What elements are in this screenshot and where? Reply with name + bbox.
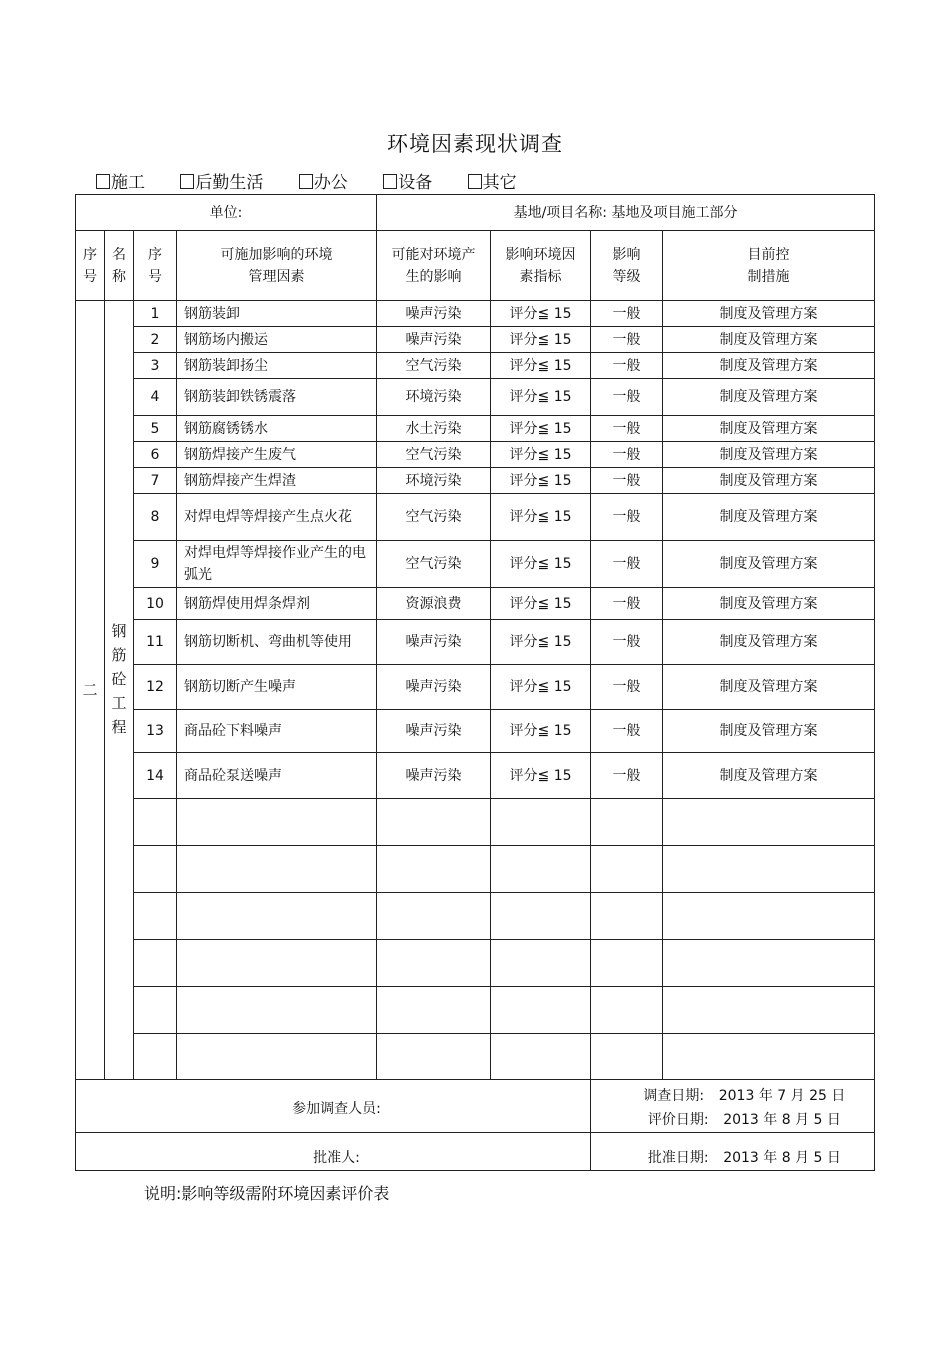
row-factor bbox=[177, 846, 377, 893]
row-number: 6 bbox=[134, 442, 177, 468]
unit-cell: 单位: bbox=[76, 195, 377, 231]
row-number bbox=[134, 799, 177, 846]
category-logistics[interactable]: 后勤生活 bbox=[180, 168, 263, 193]
row-indicator bbox=[491, 1034, 591, 1080]
row-level: 一般 bbox=[591, 753, 663, 799]
row-factor: 对焊电焊等焊接产生点火花 bbox=[177, 494, 377, 541]
row-control bbox=[663, 987, 875, 1034]
row-control bbox=[663, 1034, 875, 1080]
row-factor: 对焊电焊等焊接作业产生的电弧光 bbox=[177, 541, 377, 588]
row-control bbox=[663, 893, 875, 940]
row-control: 制度及管理方案 bbox=[663, 620, 875, 665]
row-impact: 资源浪费 bbox=[377, 588, 491, 620]
table-row bbox=[76, 620, 875, 665]
row-number: 1 bbox=[134, 301, 177, 327]
row-impact: 噪声污染 bbox=[377, 710, 491, 753]
table-row bbox=[76, 710, 875, 753]
header-item-seq: 序号 bbox=[134, 231, 177, 301]
row-number bbox=[134, 893, 177, 940]
row-indicator: 评分≦ 15 bbox=[491, 620, 591, 665]
row-level: 一般 bbox=[591, 379, 663, 416]
row-number bbox=[134, 846, 177, 893]
row-level bbox=[591, 1034, 663, 1080]
row-control bbox=[663, 846, 875, 893]
row-indicator: 评分≦ 15 bbox=[491, 494, 591, 541]
table-row bbox=[76, 416, 875, 442]
row-impact bbox=[377, 1034, 491, 1080]
row-indicator: 评分≦ 15 bbox=[491, 379, 591, 416]
table-row bbox=[76, 940, 875, 987]
checkbox-icon[interactable] bbox=[299, 174, 313, 189]
row-factor: 钢筋焊接产生废气 bbox=[177, 442, 377, 468]
row-control: 制度及管理方案 bbox=[663, 494, 875, 541]
row-control: 制度及管理方案 bbox=[663, 588, 875, 620]
row-control bbox=[663, 940, 875, 987]
row-number: 3 bbox=[134, 353, 177, 379]
row-impact: 水土污染 bbox=[377, 416, 491, 442]
page-title: 环境因素现状调查 bbox=[387, 132, 563, 156]
row-indicator bbox=[491, 987, 591, 1034]
table-row bbox=[76, 846, 875, 893]
row-indicator: 评分≦ 15 bbox=[491, 442, 591, 468]
row-indicator: 评分≦ 15 bbox=[491, 327, 591, 353]
table-row bbox=[76, 753, 875, 799]
row-level: 一般 bbox=[591, 494, 663, 541]
row-control: 制度及管理方案 bbox=[663, 468, 875, 494]
row-number: 5 bbox=[134, 416, 177, 442]
row-indicator: 评分≦ 15 bbox=[491, 753, 591, 799]
table-row bbox=[76, 327, 875, 353]
row-impact: 空气污染 bbox=[377, 541, 491, 588]
header-impact: 可能对环境产生的影响 bbox=[377, 231, 491, 301]
checkbox-icon[interactable] bbox=[383, 174, 397, 189]
category-checkboxes bbox=[96, 168, 547, 193]
row-factor: 钢筋焊接产生焊渣 bbox=[177, 468, 377, 494]
checkbox-icon[interactable] bbox=[468, 174, 482, 189]
checkbox-icon[interactable] bbox=[96, 174, 110, 189]
row-level bbox=[591, 893, 663, 940]
table-row bbox=[76, 379, 875, 416]
row-factor bbox=[177, 1034, 377, 1080]
row-factor bbox=[177, 893, 377, 940]
row-level bbox=[591, 940, 663, 987]
row-number: 8 bbox=[134, 494, 177, 541]
row-level: 一般 bbox=[591, 541, 663, 588]
row-level bbox=[591, 987, 663, 1034]
row-number: 9 bbox=[134, 541, 177, 588]
row-control: 制度及管理方案 bbox=[663, 541, 875, 588]
row-level: 一般 bbox=[591, 710, 663, 753]
row-factor: 钢筋切断机、弯曲机等使用 bbox=[177, 620, 377, 665]
category-other[interactable]: 其它 bbox=[468, 168, 517, 193]
survey-table bbox=[75, 194, 875, 1171]
row-control: 制度及管理方案 bbox=[663, 665, 875, 710]
row-indicator: 评分≦ 15 bbox=[491, 468, 591, 494]
row-impact bbox=[377, 987, 491, 1034]
row-indicator: 评分≦ 15 bbox=[491, 541, 591, 588]
checkbox-icon[interactable] bbox=[180, 174, 194, 189]
row-factor bbox=[177, 799, 377, 846]
row-impact: 噪声污染 bbox=[377, 620, 491, 665]
row-number: 12 bbox=[134, 665, 177, 710]
category-construction[interactable]: 施工 bbox=[96, 168, 145, 193]
row-impact: 噪声污染 bbox=[377, 665, 491, 710]
row-control: 制度及管理方案 bbox=[663, 710, 875, 753]
row-factor: 钢筋场内搬运 bbox=[177, 327, 377, 353]
group-seq: 二 bbox=[76, 301, 105, 1080]
row-impact: 噪声污染 bbox=[377, 753, 491, 799]
row-control: 制度及管理方案 bbox=[663, 416, 875, 442]
table-row bbox=[76, 893, 875, 940]
header-indicator: 影响环境因素指标 bbox=[491, 231, 591, 301]
row-impact: 空气污染 bbox=[377, 442, 491, 468]
table-row bbox=[76, 588, 875, 620]
row-control: 制度及管理方案 bbox=[663, 379, 875, 416]
row-indicator bbox=[491, 846, 591, 893]
row-factor: 钢筋装卸 bbox=[177, 301, 377, 327]
row-number bbox=[134, 940, 177, 987]
row-indicator bbox=[491, 940, 591, 987]
base-name-cell: 基地/项目名称: 基地及项目施工部分 bbox=[377, 195, 875, 231]
row-impact bbox=[377, 799, 491, 846]
row-control: 制度及管理方案 bbox=[663, 353, 875, 379]
row-impact: 环境污染 bbox=[377, 468, 491, 494]
row-factor: 商品砼泵送噪声 bbox=[177, 753, 377, 799]
row-indicator bbox=[491, 799, 591, 846]
row-impact bbox=[377, 893, 491, 940]
category-equipment[interactable]: 设备 bbox=[383, 168, 432, 193]
row-level: 一般 bbox=[591, 327, 663, 353]
row-level: 一般 bbox=[591, 353, 663, 379]
row-factor: 钢筋切断产生噪声 bbox=[177, 665, 377, 710]
row-number: 4 bbox=[134, 379, 177, 416]
table-row bbox=[76, 301, 875, 327]
row-number: 10 bbox=[134, 588, 177, 620]
row-indicator: 评分≦ 15 bbox=[491, 416, 591, 442]
table-row bbox=[76, 541, 875, 588]
row-number: 2 bbox=[134, 327, 177, 353]
table-row bbox=[76, 353, 875, 379]
row-factor: 钢筋装卸扬尘 bbox=[177, 353, 377, 379]
row-level bbox=[591, 846, 663, 893]
row-indicator: 评分≦ 15 bbox=[491, 710, 591, 753]
approver-cell: 批准人: bbox=[76, 1133, 591, 1171]
table-row bbox=[76, 665, 875, 710]
header-factor: 可施加影响的环境管理因素 bbox=[177, 231, 377, 301]
row-level: 一般 bbox=[591, 416, 663, 442]
row-indicator: 评分≦ 15 bbox=[491, 301, 591, 327]
row-impact bbox=[377, 940, 491, 987]
header-level: 影响等级 bbox=[591, 231, 663, 301]
row-factor: 钢筋腐锈锈水 bbox=[177, 416, 377, 442]
row-control: 制度及管理方案 bbox=[663, 301, 875, 327]
row-impact: 噪声污染 bbox=[377, 301, 491, 327]
row-number bbox=[134, 1034, 177, 1080]
row-control: 制度及管理方案 bbox=[663, 442, 875, 468]
row-factor bbox=[177, 940, 377, 987]
row-impact bbox=[377, 846, 491, 893]
row-level: 一般 bbox=[591, 442, 663, 468]
row-level: 一般 bbox=[591, 468, 663, 494]
row-indicator: 评分≦ 15 bbox=[491, 665, 591, 710]
row-control: 制度及管理方案 bbox=[663, 753, 875, 799]
row-factor: 商品砼下料噪声 bbox=[177, 710, 377, 753]
row-impact: 环境污染 bbox=[377, 379, 491, 416]
header-name: 名称 bbox=[105, 231, 134, 301]
row-number: 13 bbox=[134, 710, 177, 753]
row-number: 14 bbox=[134, 753, 177, 799]
row-level: 一般 bbox=[591, 665, 663, 710]
row-control bbox=[663, 799, 875, 846]
row-number bbox=[134, 987, 177, 1034]
date-cell: 调查日期: 2013 年 7 月 25 日 评价日期: 2013 年 8 月 5 日 bbox=[591, 1080, 875, 1133]
row-level bbox=[591, 799, 663, 846]
table-row bbox=[76, 468, 875, 494]
participants-cell: 参加调查人员: bbox=[76, 1080, 591, 1133]
row-impact: 空气污染 bbox=[377, 353, 491, 379]
table-row bbox=[76, 987, 875, 1034]
row-indicator: 评分≦ 15 bbox=[491, 353, 591, 379]
row-factor bbox=[177, 987, 377, 1034]
row-control: 制度及管理方案 bbox=[663, 327, 875, 353]
table-row bbox=[76, 1034, 875, 1080]
approve-date-cell: 批准日期: 2013 年 8 月 5 日 bbox=[591, 1133, 875, 1171]
category-office[interactable]: 办公 bbox=[299, 168, 348, 193]
row-level: 一般 bbox=[591, 301, 663, 327]
row-number: 7 bbox=[134, 468, 177, 494]
row-level: 一般 bbox=[591, 588, 663, 620]
table-row bbox=[76, 799, 875, 846]
row-level: 一般 bbox=[591, 620, 663, 665]
table-row bbox=[76, 442, 875, 468]
row-indicator bbox=[491, 893, 591, 940]
row-factor: 钢筋装卸铁锈震落 bbox=[177, 379, 377, 416]
footnote: 说明:影响等级需附环境因素评价表 bbox=[144, 1184, 390, 1203]
header-control: 目前控制措施 bbox=[663, 231, 875, 301]
group-name: 钢筋砼工程 bbox=[105, 301, 134, 1080]
row-impact: 噪声污染 bbox=[377, 327, 491, 353]
row-impact: 空气污染 bbox=[377, 494, 491, 541]
table-row bbox=[76, 494, 875, 541]
row-number: 11 bbox=[134, 620, 177, 665]
header-seq: 序号 bbox=[76, 231, 105, 301]
row-indicator: 评分≦ 15 bbox=[491, 588, 591, 620]
row-factor: 钢筋焊使用焊条焊剂 bbox=[177, 588, 377, 620]
